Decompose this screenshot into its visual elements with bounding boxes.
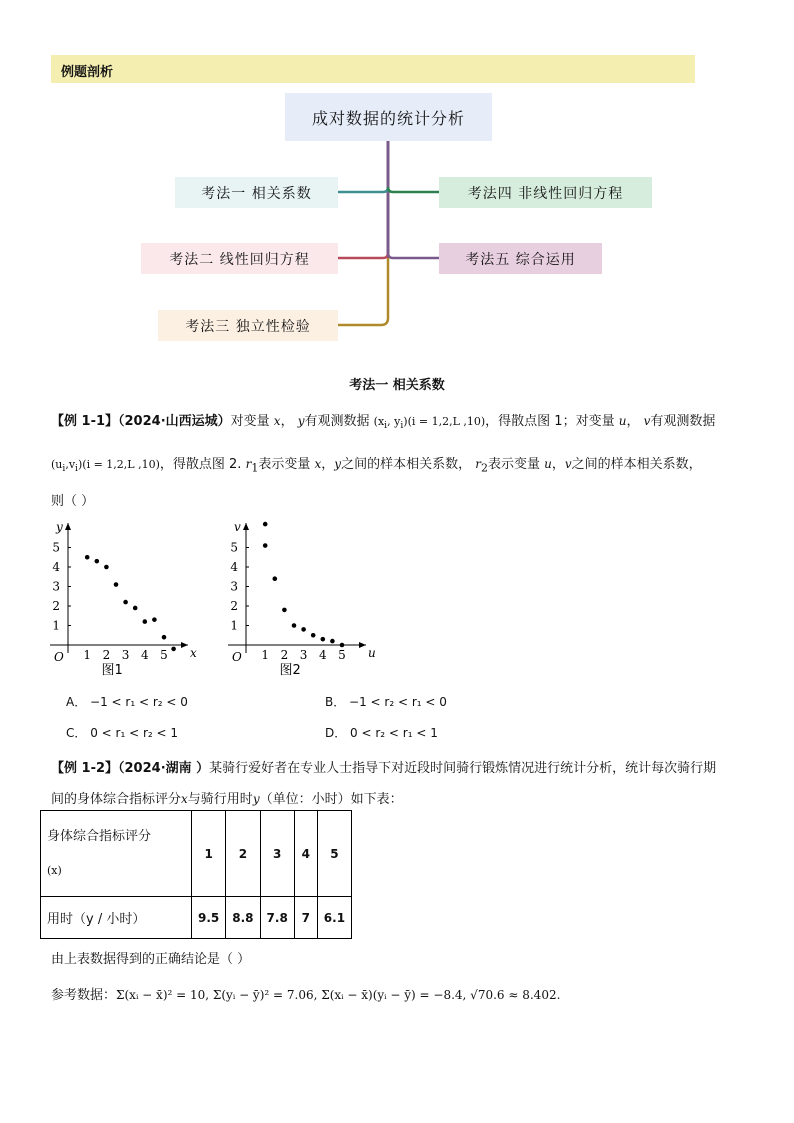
x-tick-label: 5 <box>160 648 168 662</box>
connector-purple-right <box>388 253 439 258</box>
scatter-point <box>340 643 345 648</box>
x-tick-label: 2 <box>102 648 111 662</box>
table-cell: 9.5 <box>192 897 226 939</box>
scatter-point <box>263 522 268 527</box>
option-d[interactable]: D． 0 < r₂ < r₁ < 1 <box>325 726 438 740</box>
y-tick-label: 2 <box>230 599 238 613</box>
data-table <box>40 810 352 939</box>
chart-caption: 图2 <box>279 663 301 678</box>
x-tick-label: 5 <box>338 648 346 662</box>
ex2-line2: 间的身体综合指标评分x与骑行用时y（单位：小时）如下表： <box>51 792 403 807</box>
method-5-box: 考法五 综合运用 <box>439 243 602 274</box>
scatter-chart-1 <box>40 515 200 680</box>
chart-caption: 图1 <box>101 663 123 678</box>
y-tick-label: 1 <box>52 618 60 633</box>
scatter-point <box>162 635 167 640</box>
y-axis-arrow <box>65 523 71 530</box>
table-row <box>41 897 352 939</box>
y-tick-label: 4 <box>52 560 60 574</box>
x-tick-label: 4 <box>140 648 149 662</box>
scatter-point <box>95 559 100 564</box>
scatter-point <box>171 647 176 652</box>
scatter-point <box>85 555 90 560</box>
mindmap-center: 成对数据的统计分析 <box>285 93 492 141</box>
mindmap-connectors <box>0 0 794 360</box>
table-cell: 6.1 <box>317 897 351 939</box>
x-tick-label: 1 <box>83 648 92 662</box>
ex1-line2: $(u_i,v_i)(i = 1,2,L$ ,10)，得散点图 2. $r_1$表示变量 x，y之间的样本相关系数， $r_2$表示变量 u，v之间的样本相关系数， <box>51 457 702 475</box>
y-tick-label: 5 <box>230 540 238 555</box>
table-cell: 7 <box>294 897 317 939</box>
connector-green <box>388 187 439 192</box>
scatter-point <box>311 633 316 638</box>
table-cell: 3 <box>260 811 294 897</box>
row1-label: 身体综合指标评分 (x) <box>41 811 192 897</box>
x-axis-arrow <box>359 642 366 648</box>
ex1-tag: 【例 1-1】 <box>51 414 119 429</box>
y-tick-label: 3 <box>52 579 60 594</box>
option-a[interactable]: A． −1 < r₁ < r₂ < 0 <box>66 695 188 709</box>
y-tick-label: 5 <box>52 540 60 555</box>
y-axis-arrow <box>243 523 249 530</box>
scatter-point <box>292 623 297 628</box>
scatter-point <box>104 565 109 570</box>
table-cell: 5 <box>317 811 351 897</box>
scatter-point <box>301 627 306 632</box>
x-axis-label: u <box>368 646 376 660</box>
method-3-box: 考法三 独立性检验 <box>158 310 338 341</box>
origin-label: O <box>54 650 64 664</box>
table-row <box>41 811 352 897</box>
scatter-point <box>263 543 268 548</box>
table-cell: 7.8 <box>260 897 294 939</box>
scatter-point <box>123 600 128 605</box>
x-tick-label: 4 <box>318 648 327 662</box>
method-4-box: 考法四 非线性回归方程 <box>439 177 652 208</box>
y-tick-label: 4 <box>230 560 238 574</box>
y-tick-label: 3 <box>230 579 238 594</box>
x-axis-label: x <box>190 646 197 660</box>
connector-gold <box>338 258 388 325</box>
option-b[interactable]: B． −1 < r₂ < r₁ < 0 <box>325 695 447 709</box>
method-2-box: 考法二 线性回归方程 <box>141 243 338 274</box>
y-tick-label: 2 <box>52 599 60 613</box>
scatter-point <box>273 576 278 581</box>
ex2-tag: 【例 1-2】 <box>51 761 119 776</box>
scatter-point <box>114 582 119 587</box>
ex2-line1: 【例 1-2】（2024·湖南 ）某骑行爱好者在专业人士指导下对近段时间骑行锻炼情况进行统计分析，统计每次骑行期 <box>51 761 717 776</box>
y-axis-label: v <box>234 520 241 534</box>
x-tick-label: 3 <box>299 648 308 662</box>
scatter-point <box>133 606 138 611</box>
ex2-source: （2024·湖南 ） <box>118 761 210 776</box>
banner-title: 例题剖析 <box>61 65 114 80</box>
row2-label: 用时（y / 小时） <box>41 897 192 939</box>
scatter-point <box>143 619 148 624</box>
ex2-ref: 参考数据：Σ(xᵢ − x̄)² = 10, Σ(yᵢ − ȳ)² = 7.06, Σ(xᵢ − x̄)(yᵢ − ȳ) = −8.4, √70.6 ≈ 8.402. <box>51 988 561 1003</box>
ex2-after: 由上表数据得到的正确结论是（ ） <box>51 952 251 967</box>
y-axis-label: y <box>56 520 63 534</box>
scatter-point <box>321 637 326 642</box>
table-cell: 1 <box>192 811 226 897</box>
connector-teal <box>338 187 388 192</box>
table-cell: 2 <box>226 811 260 897</box>
scatter-point <box>282 608 287 613</box>
table-cell: 4 <box>294 811 317 897</box>
ex1-line1: 【例 1-1】（2024·山西运城）对变量 x， y有观测数据 ($x_i$, $y_i)(i = 1,2,L$ ,10)，得散点图 1；对变量 u， v有观测数据 <box>51 414 716 432</box>
x-tick-label: 1 <box>261 648 270 662</box>
section-title: 考法一 相关系数 <box>349 378 445 393</box>
ex1-line3: 则（ ） <box>51 494 95 509</box>
method-1-box: 考法一 相关系数 <box>175 177 338 208</box>
x-axis-arrow <box>181 642 188 648</box>
scatter-point <box>330 639 335 644</box>
x-tick-label: 3 <box>121 648 130 662</box>
option-c[interactable]: C． 0 < r₁ < r₂ < 1 <box>66 726 179 740</box>
ex1-source: （2024·山西运城） <box>118 414 231 429</box>
x-tick-label: 2 <box>280 648 289 662</box>
scatter-point <box>152 617 157 622</box>
scatter-chart-2 <box>218 515 378 680</box>
connector-red <box>338 253 388 258</box>
y-tick-label: 1 <box>230 618 238 633</box>
origin-label: O <box>232 650 242 664</box>
table-cell: 8.8 <box>226 897 260 939</box>
